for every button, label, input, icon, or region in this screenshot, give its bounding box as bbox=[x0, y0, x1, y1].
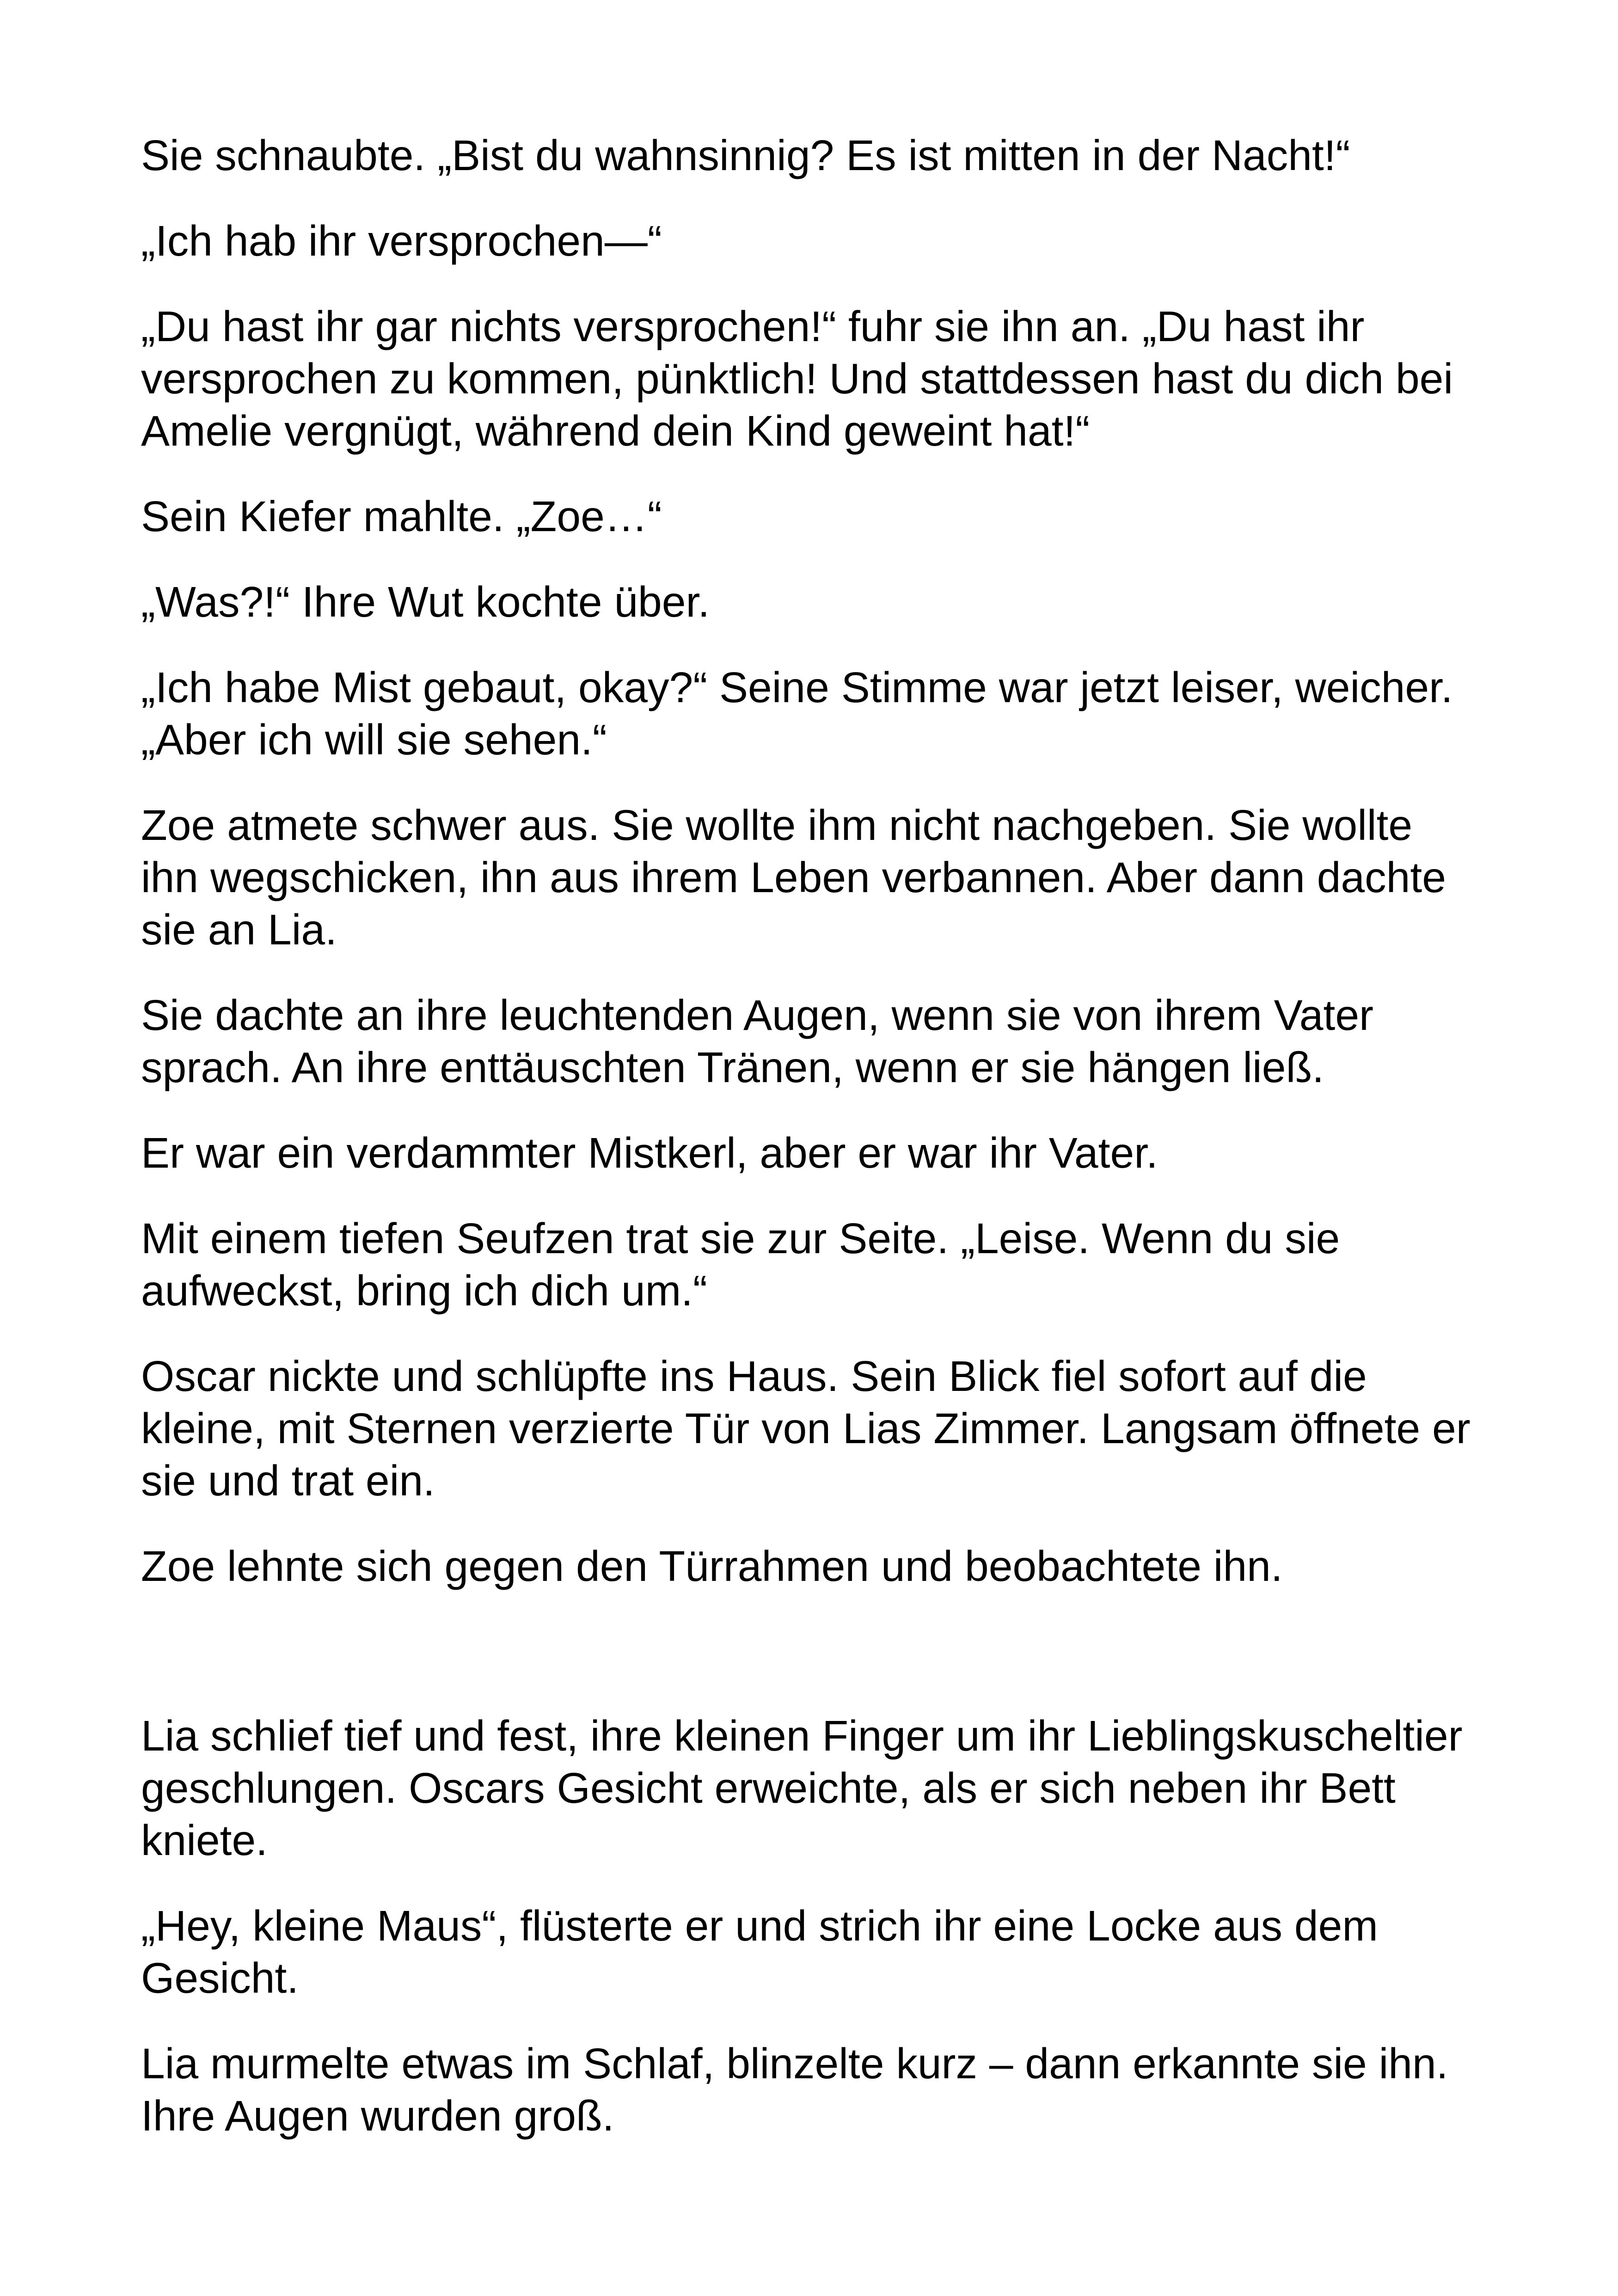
paragraph: „Ich habe Mist gebaut, okay?“ Seine Stimme war jetzt leiser, weicher. „Aber ich will sie sehen.“ bbox=[141, 663, 1453, 764]
paragraph: Er war ein verdammter Mistkerl, aber er war ihr Vater. bbox=[141, 1129, 1158, 1177]
story-text bbox=[141, 129, 1482, 2175]
section-break bbox=[141, 1626, 1482, 1710]
paragraph: „Was?!“ Ihre Wut kochte über. bbox=[141, 578, 710, 626]
paragraph: Mit einem tiefen Seufzen trat sie zur Seite. „Leise. Wenn du sie aufweckst, bring ich dich um.“ bbox=[141, 1214, 1340, 1315]
paragraph: „Du hast ihr gar nichts versprochen!“ fuhr sie ihn an. „Du hast ihr versprochen zu kommen, pünktlich! Und stattdessen hast du dich bei Amelie vergnügt, während dein Kind geweint hat!“ bbox=[141, 302, 1453, 455]
paragraph: Lia schlief tief und fest, ihre kleinen Finger um ihr Lieblingskuscheltier geschlungen. Oscars Gesicht erweichte, als er sich neben ihr Bett kniete. bbox=[141, 1712, 1463, 1864]
paragraph: Sie dachte an ihre leuchtenden Augen, wenn sie von ihrem Vater sprach. An ihre enttäuschten Tränen, wenn er sie hängen ließ. bbox=[141, 991, 1374, 1091]
paragraph: Zoe lehnte sich gegen den Türrahmen und beobachtete ihn. bbox=[141, 1542, 1283, 1590]
paragraph: „Hey, kleine Maus“, flüsterte er und strich ihr eine Locke aus dem Gesicht. bbox=[141, 1902, 1378, 2002]
paragraph: „Ich hab ihr versprochen—“ bbox=[141, 217, 662, 265]
paragraph: Zoe atmete schwer aus. Sie wollte ihm nicht nachgeben. Sie wollte ihn wegschicken, ihn aus ihrem Leben verbannen. Aber dann dachte sie an Lia. bbox=[141, 801, 1446, 954]
paragraph: Oscar nickte und schlüpfte ins Haus. Sein Blick fiel sofort auf die kleine, mit Sternen verzierte Tür von Lias Zimmer. Langsam öffnete er sie und trat ein. bbox=[141, 1352, 1471, 1505]
paragraph: Sie schnaubte. „Bist du wahnsinnig? Es ist mitten in der Nacht!“ bbox=[141, 131, 1350, 179]
paragraph: Sein Kiefer mahlte. „Zoe…“ bbox=[141, 492, 662, 540]
paragraph: Lia murmelte etwas im Schlaf, blinzelte kurz – dann erkannte sie ihn. Ihre Augen wurden groß. bbox=[141, 2039, 1448, 2140]
